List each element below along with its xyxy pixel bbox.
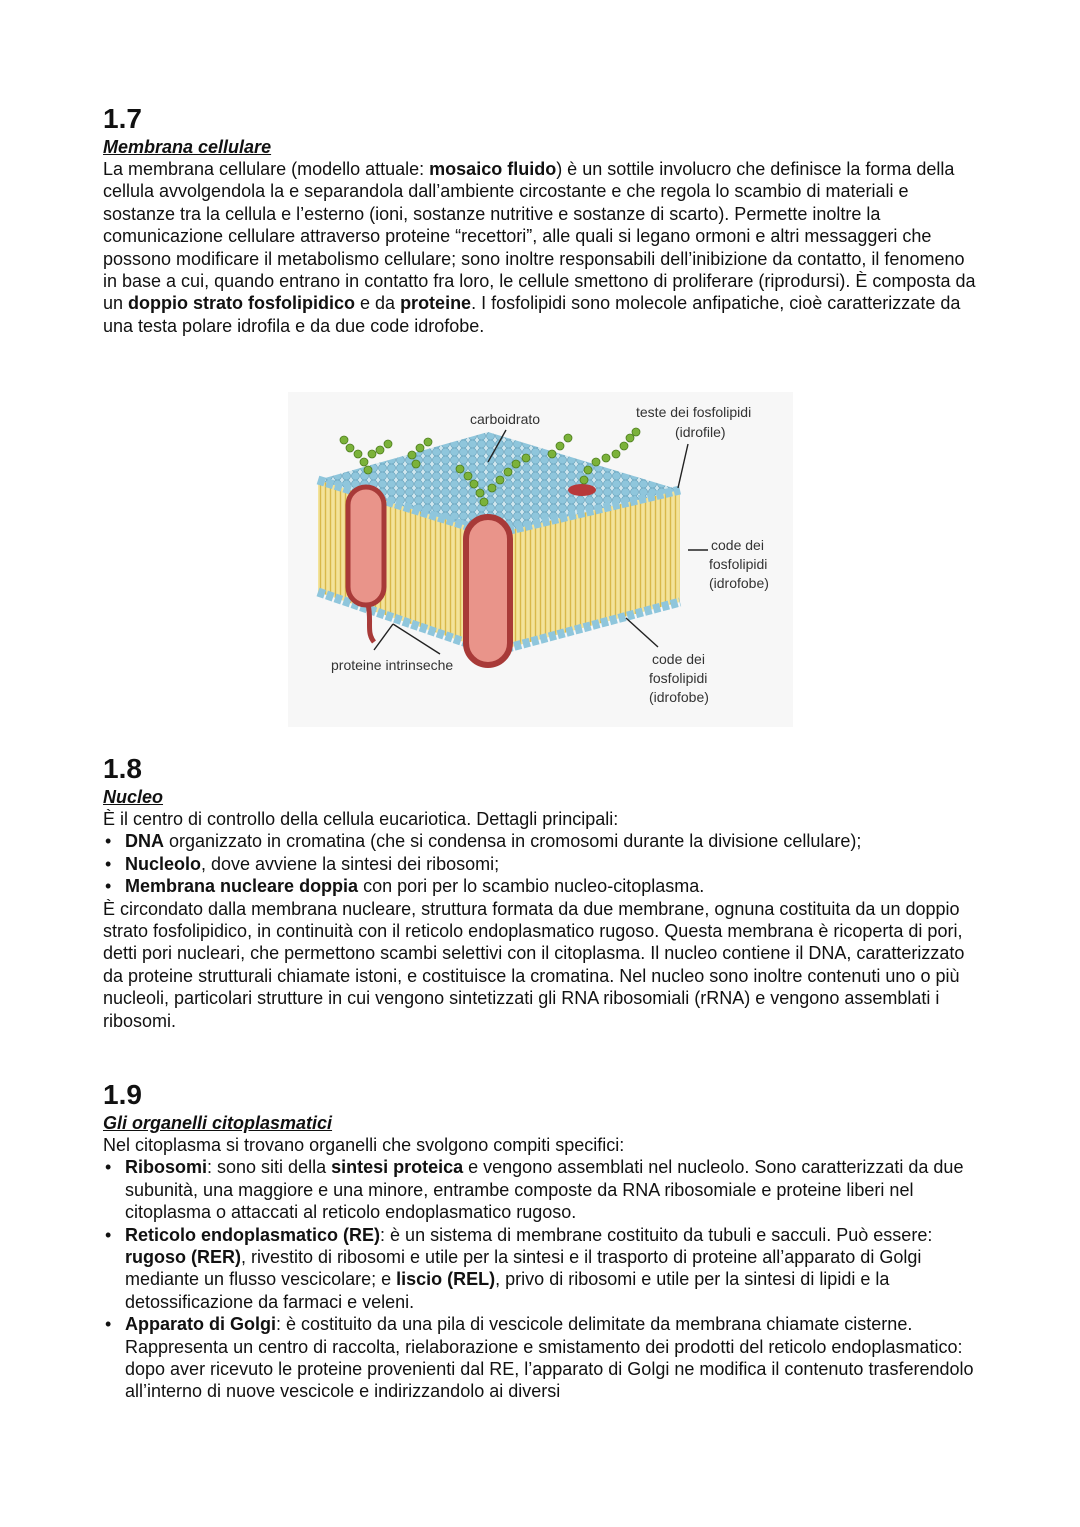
text-run: e da <box>355 293 401 314</box>
bold-term: proteine <box>400 293 472 314</box>
document-body <box>103 102 983 337</box>
membrane-diagram <box>288 392 793 727</box>
bold-term: rugoso (RER) <box>125 1247 241 1268</box>
bold-term: sintesi proteica <box>331 1157 464 1178</box>
text-run: , rivestito di ribosomi e utile per la sintesi e il trasporto di proteine all’apparato di Golgi mediante un flusso vescicolare; e <box>125 1247 922 1290</box>
text-run: ) è un sottile involucro che definisce la forma della cellula avvolgendola la e separandola dall’ambiente circostante e che regola lo scambio di materiali e sostanze tra la cellula e l’esterno (ioni, sostanze nutritive e sostanze di scarto). Permette inoltre la comunicazione cellulare attraverso proteine “recettori”, alle quali si legano ormoni e altri messaggeri che possono modificare il metabolismo cellulare; sono inoltre responsabili dell’inibizione da contatto, il fenomeno in base a cui, quando entrano in contatto fra loro, le cellule smettono di proliferare (riprodursi). È composta da un <box>103 159 976 314</box>
bold-term: DNA <box>125 831 164 852</box>
text-run: . I fosfolipidi sono molecole anfipatiche, cioè caratterizzate da una testa polare idrofila e da due code idrofobe. <box>103 293 961 336</box>
list-item <box>103 875 983 897</box>
bold-term: Apparato di Golgi <box>125 1314 276 1335</box>
nucleo-intro: È il centro di controllo della cellula eucariotica. Dettagli principali: <box>103 809 619 829</box>
section-title-membrana: Membrana cellulare <box>103 137 272 157</box>
section-number-1-7: 1.7 <box>103 103 142 134</box>
bold-term: Membrana nucleare doppia <box>125 876 359 897</box>
section-number-1-8: 1.8 <box>103 753 142 784</box>
label-code-bottom-1: code dei <box>652 651 705 667</box>
label-proteine: proteine intrinseche <box>331 657 454 673</box>
label-code-bottom-3: (idrofobe) <box>649 689 709 705</box>
label-carboidrato: carboidrato <box>470 411 541 427</box>
text-run: e vengono assemblati nel nucleolo. Sono caratterizzati da due subunità, una maggiore e una minore, entrambe composte da RNA ribosomiale e proteine liberi nel citoplasma o attaccati al reticolo endoplasmatico rugoso. <box>125 1157 964 1223</box>
text-run: organizzato in cromatina (che si condensa in cromosomi durante la divisione cellulare); <box>164 831 862 852</box>
protein-left <box>348 487 384 605</box>
section-1-8 <box>103 752 983 1032</box>
text-run: : sono siti della <box>207 1157 332 1178</box>
section-number-1-9: 1.9 <box>103 1079 142 1110</box>
bold-term: mosaico fluido <box>429 159 557 179</box>
bold-term: liscio (REL) <box>396 1269 496 1290</box>
membrane-paragraph <box>103 158 983 337</box>
organelli-list <box>103 1156 983 1402</box>
label-code-right-3: (idrofobe) <box>709 575 769 591</box>
text-run: : è un sistema di membrane costituito da tubuli e sacculi. Può essere: <box>380 1224 933 1245</box>
bold-term: Reticolo endoplasmatico (RE) <box>125 1224 381 1245</box>
list-item-reticolo <box>103 1224 983 1314</box>
label-code-right-2: fosfolipidi <box>709 556 768 572</box>
list-item <box>103 830 983 852</box>
list-item-ribosomi <box>103 1156 983 1223</box>
protein-center <box>466 517 510 665</box>
section-1-9 <box>103 1078 983 1403</box>
membrane-illustration <box>288 392 793 727</box>
nucleo-paragraph: È circondato dalla membrana nucleare, struttura formata da due membrane, ognuna costituita da un doppio strato fosfolipidico, in continuità con il reticolo endoplasmatico rugoso. Questa membrana è ricoperta di pori, detti pori nucleari, che permettono scambi selettivi con il citoplasma. Il nucleo contiene il DNA, caratterizzato da proteine strutturali chiamate istoni, e costituisce la cromatina. Nel nucleo sono inoltre contenuti uno o più nucleoli, particolari strutture in cui vengono sintetizzati gli RNA ribosomiali (rRNA) e vengono assemblati i ribosomi. <box>103 898 965 1031</box>
section-title-organelli: Gli organelli citoplasmatici <box>103 1113 333 1133</box>
list-item <box>103 853 983 875</box>
bold-term: doppio strato fosfolipidico <box>128 293 356 314</box>
label-code-bottom-2: fosfolipidi <box>649 670 708 686</box>
section-title-nucleo: Nucleo <box>103 787 164 807</box>
text-run: La membrana cellulare (modello attuale: <box>103 159 430 179</box>
label-code-right-1: code dei <box>711 537 764 553</box>
label-teste: teste dei fosfolipidi <box>636 404 752 420</box>
label-idrofile: (idrofile) <box>675 424 726 440</box>
text-run: , dove avviene la sintesi dei ribosomi; <box>201 853 500 874</box>
bold-term: Ribosomi <box>125 1157 208 1178</box>
text-run: , privo di ribosomi e utile per la sintesi di lipidi e la detossificazione da farmaci e veleni. <box>125 1269 890 1312</box>
protein-small <box>568 484 596 496</box>
text-run: : è costituito da una pila di vescicole delimitate da membrana chiamate cisterne. Rappresenta un centro di raccolta, rielaborazione e smistamento dei prodotti del reticolo endoplasmatico: dopo aver ricevuto le proteine provenienti dal RE, l’apparato di Golgi ne modifica il contenuto trasferendolo all’interno di nuove vescicole e indirizzandolo ai diversi <box>125 1314 974 1402</box>
organelli-intro: Nel citoplasma si trovano organelli che svolgono compiti specifici: <box>103 1135 625 1155</box>
list-item-golgi <box>103 1313 983 1403</box>
nucleo-list <box>103 830 983 897</box>
text-run: con pori per lo scambio nucleo-citoplasma. <box>358 876 705 897</box>
bold-term: Nucleolo <box>125 853 202 874</box>
